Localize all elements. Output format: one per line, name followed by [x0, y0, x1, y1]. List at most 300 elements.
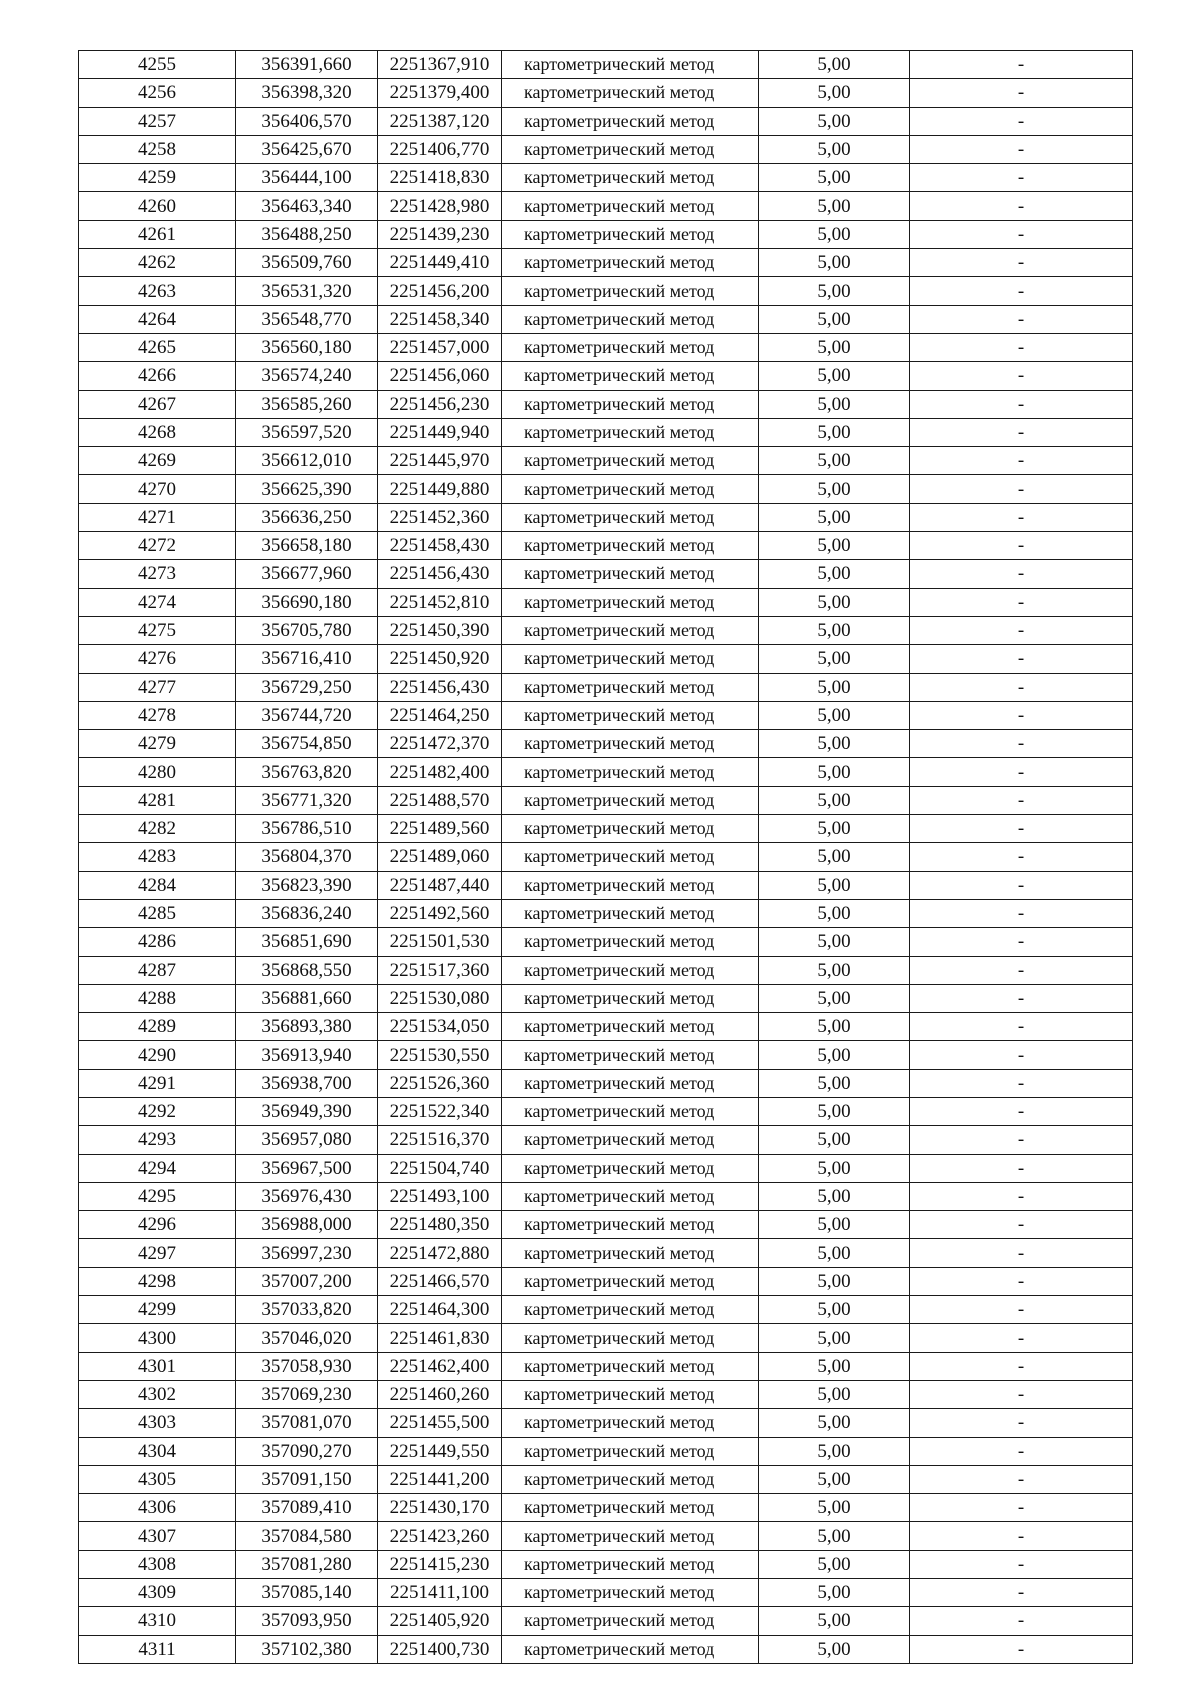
- accuracy-cell: 5,00: [759, 503, 910, 531]
- y-coordinate-cell: 2251456,060: [378, 362, 502, 390]
- table-row: [79, 192, 1133, 220]
- method-cell: картометрический метод: [502, 1296, 759, 1324]
- x-coordinate-cell: 356625,390: [236, 475, 378, 503]
- x-coordinate-cell: 357084,580: [236, 1522, 378, 1550]
- accuracy-cell: 5,00: [759, 645, 910, 673]
- description-cell: -: [910, 107, 1133, 135]
- y-coordinate-cell: 2251517,360: [378, 956, 502, 984]
- description-cell: -: [910, 164, 1133, 192]
- description-cell: -: [910, 362, 1133, 390]
- accuracy-cell: 5,00: [759, 1465, 910, 1493]
- method-cell: картометрический метод: [502, 645, 759, 673]
- point-number-cell: 4267: [79, 390, 236, 418]
- method-cell: картометрический метод: [502, 51, 759, 79]
- method-cell: картометрический метод: [502, 192, 759, 220]
- accuracy-cell: 5,00: [759, 758, 910, 786]
- x-coordinate-cell: 356444,100: [236, 164, 378, 192]
- table-row: [79, 107, 1133, 135]
- accuracy-cell: 5,00: [759, 928, 910, 956]
- description-cell: -: [910, 220, 1133, 248]
- x-coordinate-cell: 357033,820: [236, 1296, 378, 1324]
- description-cell: -: [910, 871, 1133, 899]
- y-coordinate-cell: 2251526,360: [378, 1069, 502, 1097]
- table-row: [79, 899, 1133, 927]
- method-cell: картометрический метод: [502, 928, 759, 956]
- table-row: [79, 333, 1133, 361]
- description-cell: -: [910, 1097, 1133, 1125]
- y-coordinate-cell: 2251530,080: [378, 984, 502, 1012]
- table-row: [79, 588, 1133, 616]
- description-cell: -: [910, 616, 1133, 644]
- table-row: [79, 843, 1133, 871]
- y-coordinate-cell: 2251462,400: [378, 1352, 502, 1380]
- point-number-cell: 4293: [79, 1126, 236, 1154]
- accuracy-cell: 5,00: [759, 1409, 910, 1437]
- point-number-cell: 4255: [79, 51, 236, 79]
- description-cell: -: [910, 1352, 1133, 1380]
- description-cell: -: [910, 673, 1133, 701]
- accuracy-cell: 5,00: [759, 843, 910, 871]
- accuracy-cell: 5,00: [759, 1069, 910, 1097]
- description-cell: -: [910, 815, 1133, 843]
- table-row: [79, 1550, 1133, 1578]
- table-row: [79, 673, 1133, 701]
- x-coordinate-cell: 356585,260: [236, 390, 378, 418]
- x-coordinate-cell: 356597,520: [236, 418, 378, 446]
- x-coordinate-cell: 356957,080: [236, 1126, 378, 1154]
- method-cell: картометрический метод: [502, 560, 759, 588]
- table-row: [79, 390, 1133, 418]
- point-number-cell: 4259: [79, 164, 236, 192]
- table-row: [79, 730, 1133, 758]
- table-row: [79, 1437, 1133, 1465]
- table-row: [79, 1097, 1133, 1125]
- x-coordinate-cell: 356988,000: [236, 1211, 378, 1239]
- point-number-cell: 4310: [79, 1607, 236, 1635]
- y-coordinate-cell: 2251449,880: [378, 475, 502, 503]
- method-cell: картометрический метод: [502, 1607, 759, 1635]
- accuracy-cell: 5,00: [759, 249, 910, 277]
- accuracy-cell: 5,00: [759, 1352, 910, 1380]
- description-cell: -: [910, 475, 1133, 503]
- accuracy-cell: 5,00: [759, 164, 910, 192]
- point-number-cell: 4306: [79, 1494, 236, 1522]
- description-cell: -: [910, 1324, 1133, 1352]
- accuracy-cell: 5,00: [759, 786, 910, 814]
- accuracy-cell: 5,00: [759, 220, 910, 248]
- description-cell: -: [910, 1380, 1133, 1408]
- y-coordinate-cell: 2251458,430: [378, 532, 502, 560]
- accuracy-cell: 5,00: [759, 1550, 910, 1578]
- table-row: [79, 1380, 1133, 1408]
- method-cell: картометрический метод: [502, 871, 759, 899]
- point-number-cell: 4297: [79, 1239, 236, 1267]
- table-row: [79, 815, 1133, 843]
- point-number-cell: 4261: [79, 220, 236, 248]
- y-coordinate-cell: 2251489,060: [378, 843, 502, 871]
- description-cell: -: [910, 277, 1133, 305]
- y-coordinate-cell: 2251456,200: [378, 277, 502, 305]
- method-cell: картометрический метод: [502, 305, 759, 333]
- table-row: [79, 1239, 1133, 1267]
- accuracy-cell: 5,00: [759, 815, 910, 843]
- point-number-cell: 4276: [79, 645, 236, 673]
- description-cell: -: [910, 645, 1133, 673]
- accuracy-cell: 5,00: [759, 79, 910, 107]
- point-number-cell: 4307: [79, 1522, 236, 1550]
- accuracy-cell: 5,00: [759, 107, 910, 135]
- table-row: [79, 418, 1133, 446]
- method-cell: картометрический метод: [502, 164, 759, 192]
- method-cell: картометрический метод: [502, 786, 759, 814]
- description-cell: -: [910, 1550, 1133, 1578]
- table-row: [79, 1296, 1133, 1324]
- table-row: [79, 532, 1133, 560]
- description-cell: -: [910, 192, 1133, 220]
- table-row: [79, 956, 1133, 984]
- x-coordinate-cell: 356531,320: [236, 277, 378, 305]
- point-number-cell: 4308: [79, 1550, 236, 1578]
- point-number-cell: 4285: [79, 899, 236, 927]
- description-cell: -: [910, 730, 1133, 758]
- method-cell: картометрический метод: [502, 843, 759, 871]
- table-row: [79, 1579, 1133, 1607]
- x-coordinate-cell: 356771,320: [236, 786, 378, 814]
- point-number-cell: 4302: [79, 1380, 236, 1408]
- accuracy-cell: 5,00: [759, 1126, 910, 1154]
- coordinates-table: [78, 50, 1133, 1664]
- point-number-cell: 4260: [79, 192, 236, 220]
- method-cell: картометрический метод: [502, 135, 759, 163]
- x-coordinate-cell: 357069,230: [236, 1380, 378, 1408]
- table-row: [79, 984, 1133, 1012]
- accuracy-cell: 5,00: [759, 135, 910, 163]
- x-coordinate-cell: 356804,370: [236, 843, 378, 871]
- accuracy-cell: 5,00: [759, 1267, 910, 1295]
- y-coordinate-cell: 2251458,340: [378, 305, 502, 333]
- x-coordinate-cell: 357102,380: [236, 1635, 378, 1663]
- table-row: [79, 305, 1133, 333]
- accuracy-cell: 5,00: [759, 1182, 910, 1210]
- point-number-cell: 4264: [79, 305, 236, 333]
- table-row: [79, 1522, 1133, 1550]
- table-row: [79, 79, 1133, 107]
- method-cell: картометрический метод: [502, 1380, 759, 1408]
- x-coordinate-cell: 356560,180: [236, 333, 378, 361]
- x-coordinate-cell: 356881,660: [236, 984, 378, 1012]
- table-row: [79, 1409, 1133, 1437]
- x-coordinate-cell: 356976,430: [236, 1182, 378, 1210]
- y-coordinate-cell: 2251480,350: [378, 1211, 502, 1239]
- method-cell: картометрический метод: [502, 1211, 759, 1239]
- description-cell: -: [910, 532, 1133, 560]
- table-row: [79, 1182, 1133, 1210]
- method-cell: картометрический метод: [502, 1409, 759, 1437]
- x-coordinate-cell: 356967,500: [236, 1154, 378, 1182]
- method-cell: картометрический метод: [502, 1635, 759, 1663]
- point-number-cell: 4273: [79, 560, 236, 588]
- method-cell: картометрический метод: [502, 503, 759, 531]
- y-coordinate-cell: 2251522,340: [378, 1097, 502, 1125]
- table-row: [79, 928, 1133, 956]
- y-coordinate-cell: 2251482,400: [378, 758, 502, 786]
- y-coordinate-cell: 2251472,880: [378, 1239, 502, 1267]
- point-number-cell: 4271: [79, 503, 236, 531]
- method-cell: картометрический метод: [502, 1550, 759, 1578]
- x-coordinate-cell: 356463,340: [236, 192, 378, 220]
- point-number-cell: 4286: [79, 928, 236, 956]
- accuracy-cell: 5,00: [759, 956, 910, 984]
- x-coordinate-cell: 356574,240: [236, 362, 378, 390]
- method-cell: картометрический метод: [502, 899, 759, 927]
- method-cell: картометрический метод: [502, 1126, 759, 1154]
- description-cell: -: [910, 1494, 1133, 1522]
- table-row: [79, 164, 1133, 192]
- description-cell: -: [910, 1239, 1133, 1267]
- description-cell: -: [910, 333, 1133, 361]
- point-number-cell: 4288: [79, 984, 236, 1012]
- accuracy-cell: 5,00: [759, 673, 910, 701]
- point-number-cell: 4294: [79, 1154, 236, 1182]
- table-row: [79, 645, 1133, 673]
- x-coordinate-cell: 356509,760: [236, 249, 378, 277]
- point-number-cell: 4301: [79, 1352, 236, 1380]
- accuracy-cell: 5,00: [759, 871, 910, 899]
- point-number-cell: 4303: [79, 1409, 236, 1437]
- table-row: [79, 560, 1133, 588]
- description-cell: -: [910, 984, 1133, 1012]
- x-coordinate-cell: 357081,070: [236, 1409, 378, 1437]
- accuracy-cell: 5,00: [759, 1041, 910, 1069]
- x-coordinate-cell: 356786,510: [236, 815, 378, 843]
- point-number-cell: 4280: [79, 758, 236, 786]
- accuracy-cell: 5,00: [759, 1097, 910, 1125]
- method-cell: картометрический метод: [502, 758, 759, 786]
- y-coordinate-cell: 2251418,830: [378, 164, 502, 192]
- y-coordinate-cell: 2251387,120: [378, 107, 502, 135]
- x-coordinate-cell: 357089,410: [236, 1494, 378, 1522]
- description-cell: -: [910, 1211, 1133, 1239]
- point-number-cell: 4296: [79, 1211, 236, 1239]
- method-cell: картометрический метод: [502, 815, 759, 843]
- table-row: [79, 1494, 1133, 1522]
- y-coordinate-cell: 2251449,550: [378, 1437, 502, 1465]
- x-coordinate-cell: 357058,930: [236, 1352, 378, 1380]
- description-cell: -: [910, 1465, 1133, 1493]
- description-cell: -: [910, 1041, 1133, 1069]
- accuracy-cell: 5,00: [759, 1154, 910, 1182]
- description-cell: -: [910, 1182, 1133, 1210]
- point-number-cell: 4284: [79, 871, 236, 899]
- point-number-cell: 4268: [79, 418, 236, 446]
- method-cell: картометрический метод: [502, 362, 759, 390]
- description-cell: -: [910, 1635, 1133, 1663]
- table-row: [79, 1041, 1133, 1069]
- x-coordinate-cell: 356997,230: [236, 1239, 378, 1267]
- point-number-cell: 4266: [79, 362, 236, 390]
- accuracy-cell: 5,00: [759, 305, 910, 333]
- y-coordinate-cell: 2251450,920: [378, 645, 502, 673]
- x-coordinate-cell: 356488,250: [236, 220, 378, 248]
- method-cell: картометрический метод: [502, 1239, 759, 1267]
- method-cell: картометрический метод: [502, 1494, 759, 1522]
- x-coordinate-cell: 356938,700: [236, 1069, 378, 1097]
- y-coordinate-cell: 2251415,230: [378, 1550, 502, 1578]
- y-coordinate-cell: 2251534,050: [378, 1013, 502, 1041]
- y-coordinate-cell: 2251516,370: [378, 1126, 502, 1154]
- y-coordinate-cell: 2251445,970: [378, 447, 502, 475]
- accuracy-cell: 5,00: [759, 899, 910, 927]
- accuracy-cell: 5,00: [759, 1437, 910, 1465]
- accuracy-cell: 5,00: [759, 1522, 910, 1550]
- accuracy-cell: 5,00: [759, 616, 910, 644]
- point-number-cell: 4287: [79, 956, 236, 984]
- accuracy-cell: 5,00: [759, 1324, 910, 1352]
- y-coordinate-cell: 2251487,440: [378, 871, 502, 899]
- table-row: [79, 277, 1133, 305]
- method-cell: картометрический метод: [502, 390, 759, 418]
- method-cell: картометрический метод: [502, 1437, 759, 1465]
- accuracy-cell: 5,00: [759, 1607, 910, 1635]
- accuracy-cell: 5,00: [759, 192, 910, 220]
- method-cell: картометрический метод: [502, 1013, 759, 1041]
- y-coordinate-cell: 2251501,530: [378, 928, 502, 956]
- point-number-cell: 4304: [79, 1437, 236, 1465]
- accuracy-cell: 5,00: [759, 984, 910, 1012]
- table-row: [79, 616, 1133, 644]
- description-cell: -: [910, 956, 1133, 984]
- accuracy-cell: 5,00: [759, 1013, 910, 1041]
- point-number-cell: 4269: [79, 447, 236, 475]
- method-cell: картометрический метод: [502, 1352, 759, 1380]
- x-coordinate-cell: 356729,250: [236, 673, 378, 701]
- x-coordinate-cell: 356705,780: [236, 616, 378, 644]
- description-cell: -: [910, 1409, 1133, 1437]
- x-coordinate-cell: 356612,010: [236, 447, 378, 475]
- y-coordinate-cell: 2251457,000: [378, 333, 502, 361]
- description-cell: -: [910, 928, 1133, 956]
- table-row: [79, 220, 1133, 248]
- x-coordinate-cell: 356548,770: [236, 305, 378, 333]
- description-cell: -: [910, 899, 1133, 927]
- accuracy-cell: 5,00: [759, 475, 910, 503]
- point-number-cell: 4283: [79, 843, 236, 871]
- table-row: [79, 1013, 1133, 1041]
- method-cell: картометрический метод: [502, 984, 759, 1012]
- coordinates-table-body: [79, 51, 1133, 1664]
- point-number-cell: 4262: [79, 249, 236, 277]
- x-coordinate-cell: 357085,140: [236, 1579, 378, 1607]
- table-row: [79, 1607, 1133, 1635]
- point-number-cell: 4289: [79, 1013, 236, 1041]
- method-cell: картометрический метод: [502, 1154, 759, 1182]
- table-row: [79, 51, 1133, 79]
- method-cell: картометрический метод: [502, 1097, 759, 1125]
- description-cell: -: [910, 1267, 1133, 1295]
- x-coordinate-cell: 357046,020: [236, 1324, 378, 1352]
- y-coordinate-cell: 2251489,560: [378, 815, 502, 843]
- table-row: [79, 503, 1133, 531]
- accuracy-cell: 5,00: [759, 362, 910, 390]
- y-coordinate-cell: 2251450,390: [378, 616, 502, 644]
- accuracy-cell: 5,00: [759, 701, 910, 729]
- accuracy-cell: 5,00: [759, 730, 910, 758]
- method-cell: картометрический метод: [502, 1465, 759, 1493]
- method-cell: картометрический метод: [502, 673, 759, 701]
- x-coordinate-cell: 357091,150: [236, 1465, 378, 1493]
- method-cell: картометрический метод: [502, 475, 759, 503]
- description-cell: -: [910, 786, 1133, 814]
- table-row: [79, 1465, 1133, 1493]
- accuracy-cell: 5,00: [759, 1635, 910, 1663]
- x-coordinate-cell: 356836,240: [236, 899, 378, 927]
- y-coordinate-cell: 2251379,400: [378, 79, 502, 107]
- y-coordinate-cell: 2251460,260: [378, 1380, 502, 1408]
- x-coordinate-cell: 356398,320: [236, 79, 378, 107]
- description-cell: -: [910, 447, 1133, 475]
- point-number-cell: 4291: [79, 1069, 236, 1097]
- x-coordinate-cell: 356636,250: [236, 503, 378, 531]
- method-cell: картометрический метод: [502, 1267, 759, 1295]
- point-number-cell: 4279: [79, 730, 236, 758]
- x-coordinate-cell: 356744,720: [236, 701, 378, 729]
- method-cell: картометрический метод: [502, 220, 759, 248]
- description-cell: -: [910, 560, 1133, 588]
- x-coordinate-cell: 356677,960: [236, 560, 378, 588]
- method-cell: картометрический метод: [502, 277, 759, 305]
- table-row: [79, 701, 1133, 729]
- x-coordinate-cell: 357081,280: [236, 1550, 378, 1578]
- method-cell: картометрический метод: [502, 1069, 759, 1097]
- point-number-cell: 4265: [79, 333, 236, 361]
- description-cell: -: [910, 588, 1133, 616]
- description-cell: -: [910, 1013, 1133, 1041]
- y-coordinate-cell: 2251464,300: [378, 1296, 502, 1324]
- method-cell: картометрический метод: [502, 447, 759, 475]
- point-number-cell: 4295: [79, 1182, 236, 1210]
- table-row: [79, 1635, 1133, 1663]
- point-number-cell: 4282: [79, 815, 236, 843]
- x-coordinate-cell: 357093,950: [236, 1607, 378, 1635]
- accuracy-cell: 5,00: [759, 532, 910, 560]
- point-number-cell: 4278: [79, 701, 236, 729]
- description-cell: -: [910, 1069, 1133, 1097]
- y-coordinate-cell: 2251411,100: [378, 1579, 502, 1607]
- y-coordinate-cell: 2251466,570: [378, 1267, 502, 1295]
- accuracy-cell: 5,00: [759, 333, 910, 361]
- point-number-cell: 4311: [79, 1635, 236, 1663]
- y-coordinate-cell: 2251472,370: [378, 730, 502, 758]
- accuracy-cell: 5,00: [759, 277, 910, 305]
- description-cell: -: [910, 1154, 1133, 1182]
- description-cell: -: [910, 843, 1133, 871]
- x-coordinate-cell: 356754,850: [236, 730, 378, 758]
- method-cell: картометрический метод: [502, 956, 759, 984]
- accuracy-cell: 5,00: [759, 418, 910, 446]
- y-coordinate-cell: 2251461,830: [378, 1324, 502, 1352]
- method-cell: картометрический метод: [502, 249, 759, 277]
- point-number-cell: 4277: [79, 673, 236, 701]
- method-cell: картометрический метод: [502, 588, 759, 616]
- point-number-cell: 4309: [79, 1579, 236, 1607]
- description-cell: -: [910, 1296, 1133, 1324]
- method-cell: картометрический метод: [502, 1182, 759, 1210]
- method-cell: картометрический метод: [502, 616, 759, 644]
- method-cell: картометрический метод: [502, 1324, 759, 1352]
- x-coordinate-cell: 356851,690: [236, 928, 378, 956]
- description-cell: -: [910, 758, 1133, 786]
- point-number-cell: 4281: [79, 786, 236, 814]
